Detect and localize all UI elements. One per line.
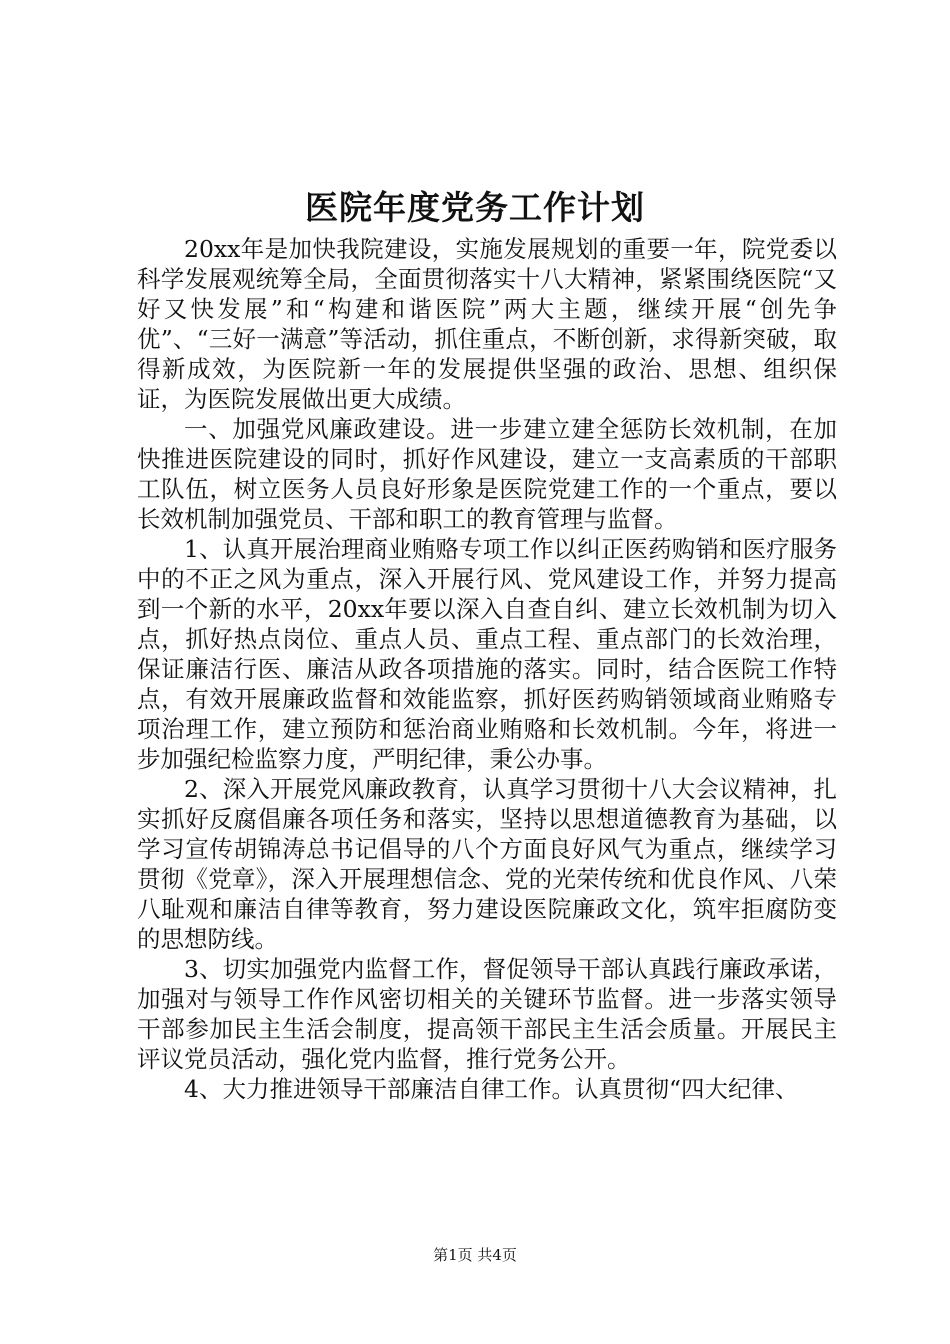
paragraph-item-4: 4、大力推进领导干部廉洁自律工作。认真贯彻“四大纪律、 <box>184 1075 799 1103</box>
paragraph-item-1: 1、认真开展治理商业贿赂专项工作以纠正医药购销和医疗服务中的不正之风为重点，深入开展行风、党风建设工作，并努力提高到一个新的水平，20xx年要以深入自查自纠、建立长效机制为切入点，抓好热点岗位、重点人员、重点工程、重点部门的长效治理，保证廉洁行医、廉洁从政各项措施的落实。同时，结合医院工作特点，有效开展廉政监督和效能监察，抓好医药购销领域商业贿赂专项治理工作，建立预防和惩治商业贿赂和长效机制。今年，将进一步加强纪检监察力度，严明纪律，秉公办事。 <box>137 535 837 773</box>
paragraph-intro: 20xx年是加快我院建设，实施发展规划的重要一年，院党委以科学发展观统筹全局，全面贯彻落实十八大精神，紧紧围绕医院“又好又快发展”和“构建和谐医院”两大主题，继续开展“创先争优”、“三好一满意”等活动，抓住重点，不断创新，求得新突破，取得新成效，为医院新一年的发展提供坚强的政治、思想、组织保证，为医院发展做出更大成绩。 <box>137 235 837 413</box>
document-title: 医院年度党务工作计划 <box>305 188 645 227</box>
paragraph-item-2: 2、深入开展党风廉政教育，认真学习贯彻十八大会议精神，扎实抓好反腐倡廉各项任务和落实，坚持以思想道德教育为基础，以学习宣传胡锦涛总书记倡导的八个方面良好风气为重点，继续学习贯彻《党章》，深入开展理想信念、党的光荣传统和优良作风、八荣八耻观和廉洁自律等教育，努力建设医院廉政文化，筑牢拒腐防变的思想防线。 <box>137 775 837 953</box>
paragraph-section-1: 一、加强党风廉政建设。进一步建立建全惩防长效机制，在加快推进医院建设的同时，抓好作风建设，建立一支高素质的干部职工队伍，树立医务人员良好形象是医院党建工作的一个重点，要以长效机制加强党员、干部和职工的教育管理与监督。 <box>137 415 837 533</box>
page-number-footer: 第1页 共4页 <box>433 1246 517 1264</box>
document-body <box>137 234 837 1104</box>
paragraph-item-3: 3、切实加强党内监督工作，督促领导干部认真践行廉政承诺，加强对与领导工作作风密切相关的关键环节监督。进一步落实领导干部参加民主生活会制度，提高领干部民主生活会质量。开展民主评议党员活动，强化党内监督，推行党务公开。 <box>137 955 837 1073</box>
